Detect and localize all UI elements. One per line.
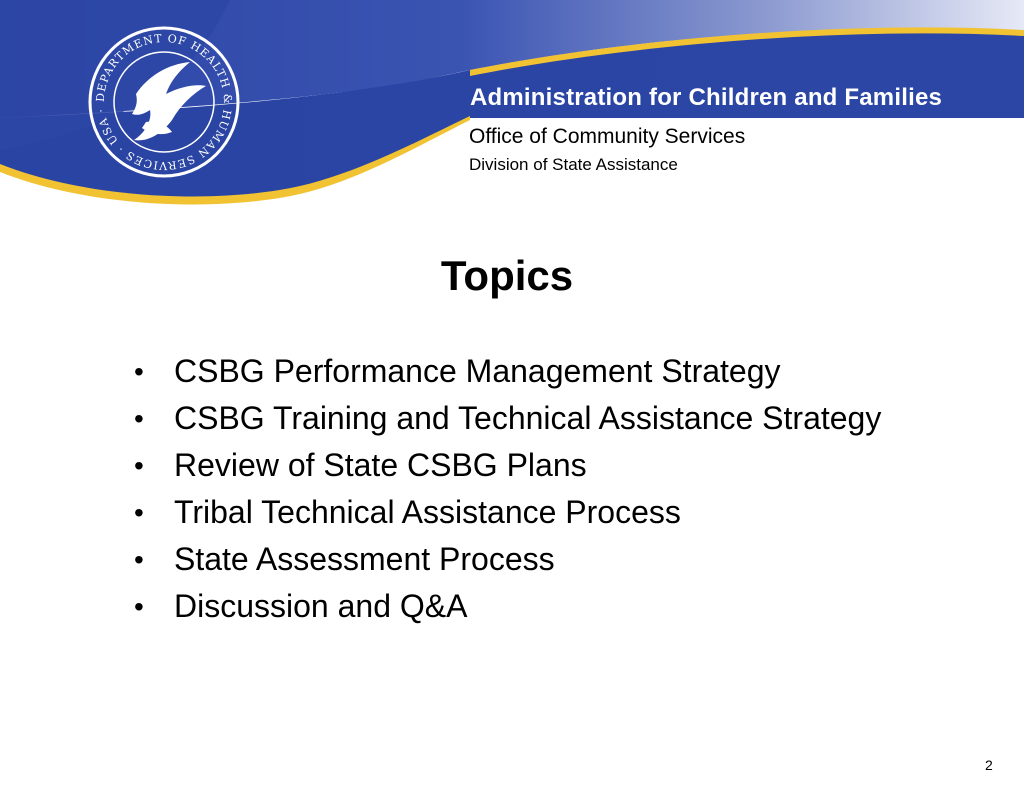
list-item-text: Review of State CSBG Plans (174, 447, 587, 483)
list-item: • CSBG Performance Management Strategy (134, 353, 781, 389)
topics-list (130, 352, 890, 634)
list-item: • Tribal Technical Assistance Process (134, 494, 681, 530)
list-item: • Discussion and Q&A (134, 588, 468, 624)
hhs-seal-logo (86, 24, 242, 180)
list-item: • CSBG Training and Technical Assistance Strategy (134, 400, 882, 436)
page-number: 2 (985, 757, 993, 773)
division-name: Division of State Assistance (469, 155, 678, 174)
list-item-text: Discussion and Q&A (174, 588, 468, 624)
list-item: • Review of State CSBG Plans (134, 447, 587, 483)
list-item-text: State Assessment Process (174, 541, 555, 577)
slide-title: Topics (440, 252, 574, 299)
list-item-text: Tribal Technical Assistance Process (174, 494, 681, 530)
list-item-text: CSBG Performance Management Strategy (174, 353, 781, 389)
office-name: Office of Community Services (469, 125, 746, 148)
list-item: • State Assessment Process (134, 541, 555, 577)
list-item-text: CSBG Training and Technical Assistance Strategy (174, 400, 882, 436)
agency-name: Administration for Children and Families (470, 84, 943, 111)
seal-text: DEPARTMENT OF HEALTH & HUMAN SERVICES · USA · (93, 31, 235, 173)
